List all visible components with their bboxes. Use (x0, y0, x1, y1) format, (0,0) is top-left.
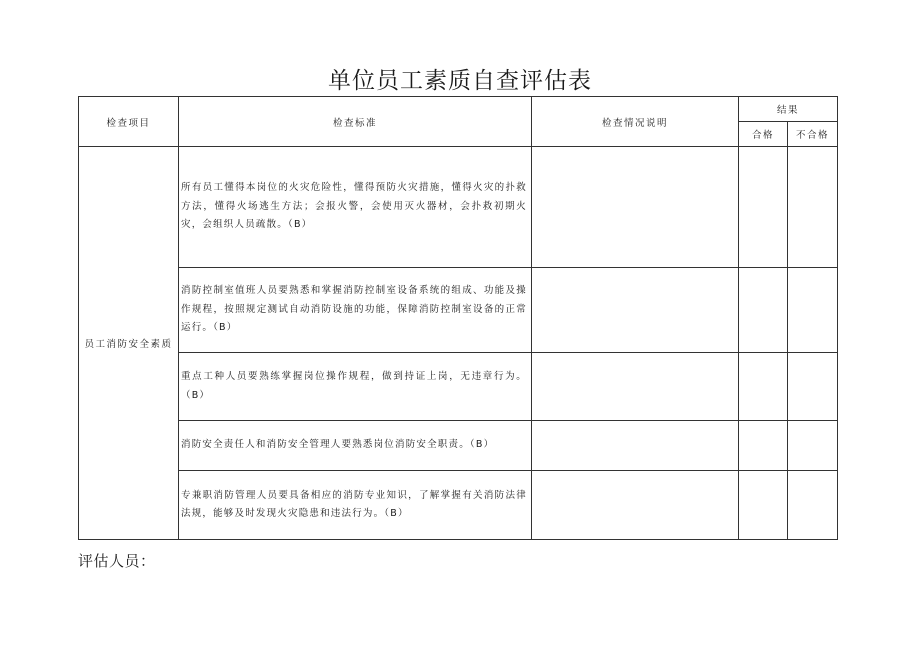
table-row (79, 147, 838, 268)
pass-cell[interactable] (739, 147, 788, 268)
self-inspection-table (78, 96, 838, 540)
pass-cell[interactable] (739, 353, 788, 421)
standard-cell: 消防安全责任人和消防安全管理人要熟悉岗位消防安全职责。（B） (179, 421, 532, 471)
header-description: 检查情况说明 (532, 97, 739, 147)
description-cell[interactable] (532, 268, 739, 353)
table-row (79, 353, 838, 421)
table-row (79, 421, 838, 471)
standard-cell: 所有员工懂得本岗位的火灾危险性，懂得预防火灾措施，懂得火灾的扑救方法，懂得火场逃生方法；会报火警，会使用灭火器材，会扑救初期火灾，会组织人员疏散。（B） (179, 147, 532, 268)
description-cell[interactable] (532, 353, 739, 421)
fail-cell[interactable] (788, 268, 838, 353)
fail-cell[interactable] (788, 421, 838, 471)
description-cell[interactable] (532, 147, 739, 268)
form-title: 单位员工素质自查评估表 (328, 68, 592, 94)
header-result: 结果 (739, 97, 838, 122)
fail-cell[interactable] (788, 147, 838, 268)
table-row (79, 471, 838, 540)
description-cell[interactable] (532, 421, 739, 471)
evaluator-label: 评估人员： (78, 552, 156, 570)
header-row-1 (79, 97, 838, 122)
pass-cell[interactable] (739, 268, 788, 353)
fail-cell[interactable] (788, 353, 838, 421)
category-cell: 员工消防安全素质 (79, 147, 179, 540)
pass-cell[interactable] (739, 421, 788, 471)
header-fail: 不合格 (788, 122, 838, 147)
header-pass: 合格 (739, 122, 788, 147)
header-standard: 检查标准 (179, 97, 532, 147)
header-item: 检查项目 (79, 97, 179, 147)
description-cell[interactable] (532, 471, 739, 540)
pass-cell[interactable] (739, 471, 788, 540)
standard-cell: 专兼职消防管理人员要具备相应的消防专业知识，了解掌握有关消防法律法规，能够及时发现火灾隐患和违法行为。（B） (179, 471, 532, 540)
standard-cell: 重点工种人员要熟练掌握岗位操作规程，做到持证上岗，无违章行为。（B） (179, 353, 532, 421)
standard-cell: 消防控制室值班人员要熟悉和掌握消防控制室设备系统的组成、功能及操作规程，按照规定测试自动消防设施的功能，保障消防控制室设备的正常运行。（B） (179, 268, 532, 353)
table-row (79, 268, 838, 353)
fail-cell[interactable] (788, 471, 838, 540)
